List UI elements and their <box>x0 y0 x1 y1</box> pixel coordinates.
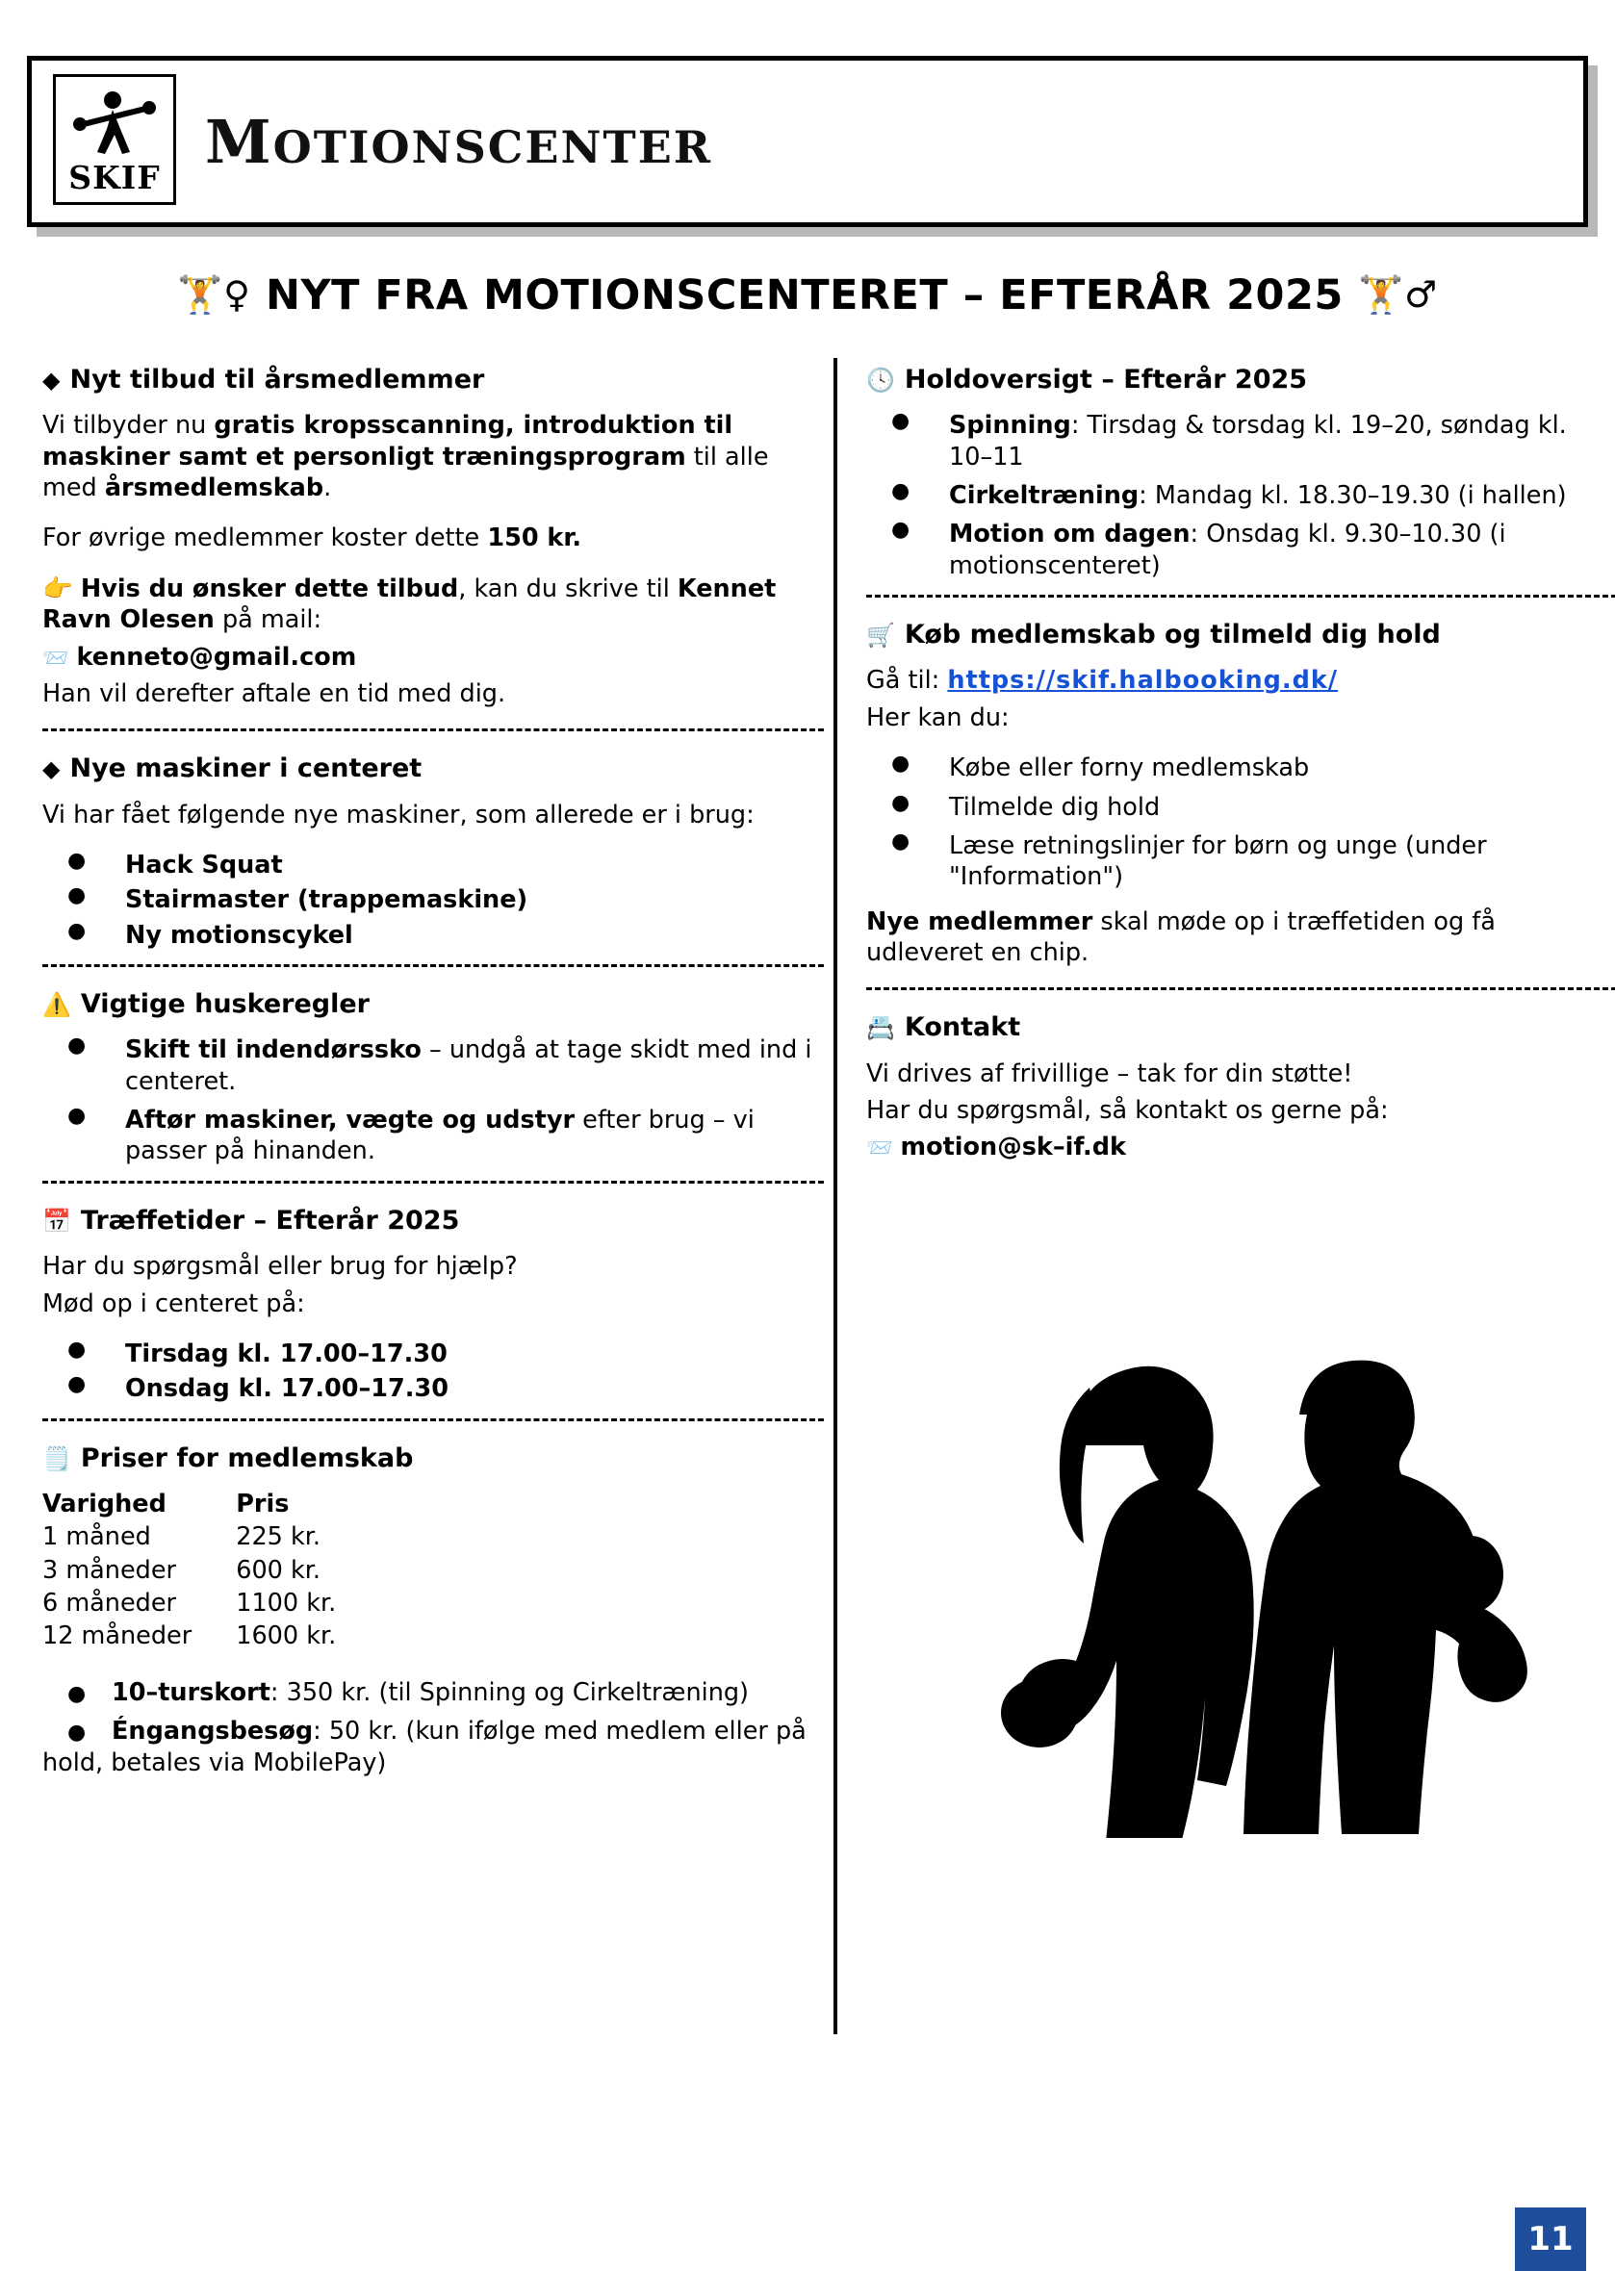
heading-text: Nye maskiner i centeret <box>69 753 423 784</box>
section-heading-rules <box>42 988 824 1021</box>
note-bold: Nye medlemmer <box>866 906 1093 936</box>
col-price: Pris <box>236 1489 290 1518</box>
fitness-silhouette-image <box>847 1299 1559 1838</box>
office-hours-intro: Mød op i centeret på: <box>42 1288 305 1318</box>
skif-logo <box>53 74 176 205</box>
machine-name: Hack Squat <box>125 850 283 880</box>
price-extras-list <box>42 1677 824 1778</box>
class-name: Motion om dagen <box>949 520 1191 549</box>
contact-email-line-right <box>866 1132 1615 1162</box>
new-offer-paragraph <box>42 410 824 503</box>
weightlifter-female-icon: 🏋️♀ <box>177 273 251 316</box>
new-members-note <box>866 906 1615 969</box>
volunteer-note: Vi drives af frivillige – tak for din støtte! <box>866 1059 1353 1088</box>
heading-text: Køb medlemskab og tilmeld dig hold <box>904 620 1441 651</box>
extra-bold: Éngangsbesøg <box>112 1717 314 1747</box>
contact-instruction <box>42 574 824 636</box>
section-divider <box>42 1418 824 1421</box>
right-column <box>866 364 1615 1169</box>
class-schedule-list <box>866 410 1615 581</box>
section-heading-buy-membership <box>866 619 1615 651</box>
contact-email-line <box>42 642 824 673</box>
office-hour: Onsdag kl. 17.00–17.30 <box>125 1374 449 1404</box>
class-time: : Mandag kl. 18.30–19.30 (i hallen) <box>1139 481 1567 511</box>
cell-price: 600 kr. <box>236 1555 321 1585</box>
cell-duration: 3 måneder <box>42 1555 177 1585</box>
receipt-icon: 🗒️ <box>42 1444 71 1472</box>
text-fragment: For øvrige medlemmer koster dette <box>42 523 488 553</box>
section-heading-class-schedule <box>866 364 1615 396</box>
booking-link[interactable]: https://skif.halbooking.dk/ <box>947 666 1339 696</box>
heading-text: Priser for medlemskab <box>80 1442 414 1473</box>
brand-rest: OTIONSCENTER <box>272 121 713 173</box>
brand-title <box>205 107 712 177</box>
text-fragment: , kan du skrive til <box>458 574 678 603</box>
header-banner <box>27 56 1588 227</box>
class-time: : Tirsdag & torsdag kl. 19–20, søndag kl. 10–11 <box>949 411 1567 472</box>
brand-initial: M <box>205 107 273 177</box>
section-divider <box>866 595 1615 598</box>
office-hour: Tirsdag kl. 17.00–17.30 <box>125 1339 448 1368</box>
heading-text: Vigtige huskeregler <box>80 989 370 1020</box>
cell-duration: 1 måned <box>42 1522 151 1552</box>
rule-bold: Aftør maskiner, vægte og udstyr <box>125 1106 576 1135</box>
section-divider <box>866 987 1615 990</box>
text-bold: årsmedlemskab <box>104 473 324 503</box>
text-fragment: Vi tilbyder nu <box>42 411 215 441</box>
table-row <box>42 1521 380 1554</box>
contact-email-center[interactable]: motion@sk–if.dk <box>900 1133 1126 1162</box>
price-table <box>42 1489 380 1654</box>
list-item <box>866 480 1615 511</box>
list-item: ● Læse retningslinjer for børn og unge (under "Information") <box>866 830 1615 893</box>
section-heading-contact <box>866 1011 1615 1044</box>
shopping-cart-icon: 🛒 <box>866 622 895 650</box>
pointing-hand-icon: 👉 <box>42 574 73 603</box>
rule-rest: efter brug – vi passer på hinanden. <box>125 1106 755 1166</box>
page-title <box>0 271 1615 319</box>
list-item <box>42 1105 824 1167</box>
class-time: : Onsdag kl. 9.30–10.30 (i motionscenteret) <box>949 520 1506 580</box>
section-heading-new-offer <box>42 364 824 396</box>
contact-followup: Han vil derefter aftale en tid med dig. <box>42 678 506 708</box>
table-row <box>42 1620 380 1653</box>
list-item <box>42 1373 824 1404</box>
other-members-price <box>42 523 824 553</box>
text-bold: 150 kr. <box>487 523 582 553</box>
booking-link-line <box>866 665 1615 696</box>
list-item <box>866 519 1615 581</box>
cell-duration: 6 måneder <box>42 1589 177 1619</box>
text-fragment: på mail: <box>214 605 322 635</box>
heading-text: Træffetider – Efterår 2025 <box>80 1205 460 1236</box>
list-item: ● Tilmelde dig hold <box>866 792 1615 823</box>
machine-name: Ny motionscykel <box>125 920 353 950</box>
contact-email[interactable]: kenneto@gmail.com <box>76 642 357 672</box>
heading-text: Holdoversigt – Efterår 2025 <box>904 365 1308 395</box>
heading-text: Nyt tilbud til årsmedlemmer <box>69 365 485 395</box>
section-divider <box>42 728 824 731</box>
office-hours-q: Har du spørgsmål eller brug for hjælp? <box>42 1252 518 1282</box>
list-item <box>42 1034 824 1097</box>
list-item <box>42 1677 824 1708</box>
left-column <box>42 364 824 1786</box>
list-item <box>42 1339 824 1369</box>
mail-icon: 📨 <box>866 1136 893 1161</box>
heading-text: Kontakt <box>904 1012 1021 1043</box>
col-duration: Varighed <box>42 1489 167 1518</box>
table-row <box>42 1588 380 1620</box>
text-fragment: . <box>323 473 332 503</box>
cell-price: 1100 kr. <box>236 1589 337 1619</box>
text-bold: gratis kropsscanning, introduktion til maskiner samt et personligt træningsprogram <box>42 411 733 472</box>
contact-person-name: Kennet Ravn Olesen <box>42 574 777 635</box>
rules-list <box>42 1034 824 1167</box>
bullet-icon: ● <box>67 1681 87 1706</box>
class-name: Cirkeltræning <box>949 481 1140 511</box>
section-heading-new-machines <box>42 753 824 785</box>
text-bold: Hvis du ønsker dette tilbud <box>80 574 459 603</box>
office-hours-list <box>42 1339 824 1405</box>
list-item <box>42 920 824 951</box>
booking-options-list <box>866 753 1615 893</box>
page-number-badge: 11 <box>1515 2207 1586 2271</box>
list-item <box>42 850 824 880</box>
extra-bold: 10–turskort <box>112 1677 270 1707</box>
class-name: Spinning <box>949 411 1071 441</box>
rule-rest: – undgå at tage skidt med ind i centeret. <box>125 1035 812 1096</box>
warning-icon: ⚠️ <box>42 991 71 1019</box>
note-rest: skal møde op i træffetiden og få udleveret en chip. <box>866 906 1496 968</box>
list-item <box>42 1716 824 1778</box>
cell-price: 225 kr. <box>236 1522 321 1552</box>
list-item <box>866 410 1615 472</box>
section-heading-prices <box>42 1442 824 1475</box>
diamond-icon: ◆ <box>42 755 61 783</box>
athlete-logo-icon <box>68 85 161 167</box>
contact-card-icon: 📇 <box>866 1014 895 1042</box>
text-fragment: til alle med <box>42 442 769 503</box>
page-title-text: NYT FRA MOTIONSCENTERET – EFTERÅR 2025 <box>265 271 1344 319</box>
section-divider <box>42 1181 824 1184</box>
cell-duration: 12 måneder <box>42 1621 192 1651</box>
section-divider <box>42 964 824 967</box>
contact-prompt: Har du spørgsmål, så kontakt os gerne på: <box>866 1096 1389 1126</box>
section-heading-office-hours <box>42 1205 824 1237</box>
diamond-icon: ◆ <box>42 367 61 394</box>
cell-price: 1600 kr. <box>236 1621 337 1651</box>
new-machines-list <box>42 850 824 951</box>
clock-icon: 🕓 <box>866 367 895 394</box>
bullet-icon: ● <box>67 1721 87 1746</box>
machine-name: Stairmaster (trappemaskine) <box>125 885 528 915</box>
extra-rest: : 350 kr. (til Spinning og Cirkeltræning) <box>269 1677 750 1707</box>
rule-bold: Skift til indendørssko <box>125 1035 422 1065</box>
text-fragment: Gå til: <box>866 666 948 696</box>
list-item <box>42 884 824 915</box>
mail-icon: 📨 <box>42 646 69 671</box>
new-machines-intro: Vi har fået følgende nye maskiner, som allerede er i brug: <box>42 800 755 829</box>
logo-text: SKIF <box>68 159 161 196</box>
extra-rest: : 50 kr. (kun ifølge med medlem eller på hold, betales via MobilePay) <box>42 1717 807 1777</box>
table-header-row <box>42 1489 380 1521</box>
column-divider <box>833 358 837 2034</box>
booking-subtitle: Her kan du: <box>866 702 1010 732</box>
calendar-icon: 📅 <box>42 1207 71 1235</box>
table-row <box>42 1555 380 1588</box>
weightlifter-male-icon: 🏋️♂ <box>1358 273 1438 316</box>
list-item: ● Købe eller forny medlemskab <box>866 753 1615 783</box>
